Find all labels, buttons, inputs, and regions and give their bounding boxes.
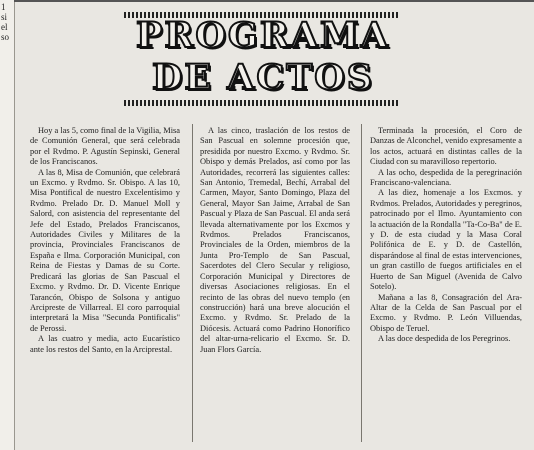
article-column-1 [30, 126, 180, 355]
title-line-1: PROGRAMA [136, 15, 390, 56]
edge-fragment: si [1, 12, 8, 22]
edge-fragment: so [1, 32, 10, 42]
column-divider [192, 124, 193, 442]
article-column-3 [370, 126, 522, 345]
edge-fragment: 1 [1, 2, 6, 12]
paragraph: Mañana a las 8, Consagración del Ara-Altar de la Celda de San Pascual por el Excmo. y Rvdmo. P. León Villuendas, Obispo de Teruel. [370, 292, 522, 333]
edge-fragment: el [1, 22, 8, 32]
paragraph: Terminada la procesión, el Coro de Danzas de Alconchel, venido expresamente a los actos, actuará en distintas calles de la Ciudad con su maravilloso repertorio. [370, 126, 522, 167]
paragraph: A las cinco, traslación de los restos de San Pascual en solemne procesión que, presidida por nuestro Excmo. y Rvdmo. Sr. Obispo y demás Prelados, así como por las Autoridades, recorrerá las siguientes calles: San Antonio, Tremedal, Bechí, Arrabal del Carmen, Mayor, Santo Domingo, Plaza del General, Mayor San Jaime, Arrabal de San Pascual y Plaza de San Pascual. El anda será llevada alternativamente por los Excmos y Rvdmos. Prelados Franciscanos, Provinciales de la Orden, miembros de la Junta Pro-Templo de San Pascual, Sacerdotes del Clero Secular y religioso, Corporación Municipal y Directores de diversas Asociaciones religiosas. En el recinto de las obras del nuevo templo (en construcción) hará una breve alocución el Excmo. y Rvdmo. Sr. Prelado de la Diócesis. Actuará como Padrino Honorífico del altar-urna-relicario el Excmo. Sr. D. Juan Flors García. [200, 126, 350, 354]
adjacent-column-edge [0, 0, 15, 450]
paragraph: A las diez, homenaje a los Excmos. y Rvdmos. Prelados, Autoridades y peregrinos, patrocinado por el Ilmo. Ayuntamiento con la actuación de la Rondalla "Ta-Co-Ba" de E. y D. de esta ciudad y la Masa Coral Polifónica de E. y D. de Castellón, disparándose al final de estas intervenciones, un gran castillo de fuegos artificiales en el Huerto de San Miguel (Avenida de Calvo Sotelo). [370, 188, 522, 292]
title-line-2: DE ACTOS [151, 57, 375, 98]
title-hatch-bottom [124, 100, 398, 106]
top-rule [14, 0, 534, 2]
article-column-2 [200, 126, 350, 355]
paragraph: A las ocho, despedida de la peregrinación Franciscano-valenciana. [370, 167, 522, 188]
paragraph: A las 8, Misa de Comunión, que celebrará un Excmo. y Rvdmo. Sr. Obispo. A las 10, Misa Pontifical de nuestro Excelentísimo y Rvdmo. Prelado Dr. D. Manuel Moll y Salord, con asistencia del representante del Jefe del Estado, Prelados Franciscanos, Autoridades Civiles y Militares de la provincia, Provinciales Franciscanos de España e Ilma. Corporación Municipal, con Reina de Fiestas y Damas de su Corte. Predicará las glorias de San Pascual el Excmo. y Rvdmo. Dr. D. Vicente Enrique Tarancón, Obispo de Solsona y antiguo Arcipreste de Villarreal. El coro parroquial interpretará la Misa "Secunda Pontificalis" de Perossi. [30, 167, 180, 333]
column-divider [361, 124, 362, 442]
paragraph: A las cuatro y media, acto Eucarístico ante los restos del Santo, en la Arciprestal. [30, 334, 180, 354]
paragraph: Hoy a las 5, como final de la Vigilia, Misa de Comunión General, que será celebrada por el Rvdmo. P. Agustín Sepinski, General de los Franciscanos. [30, 126, 180, 167]
paragraph: A las doce despedida de los Peregrinos. [378, 334, 511, 344]
